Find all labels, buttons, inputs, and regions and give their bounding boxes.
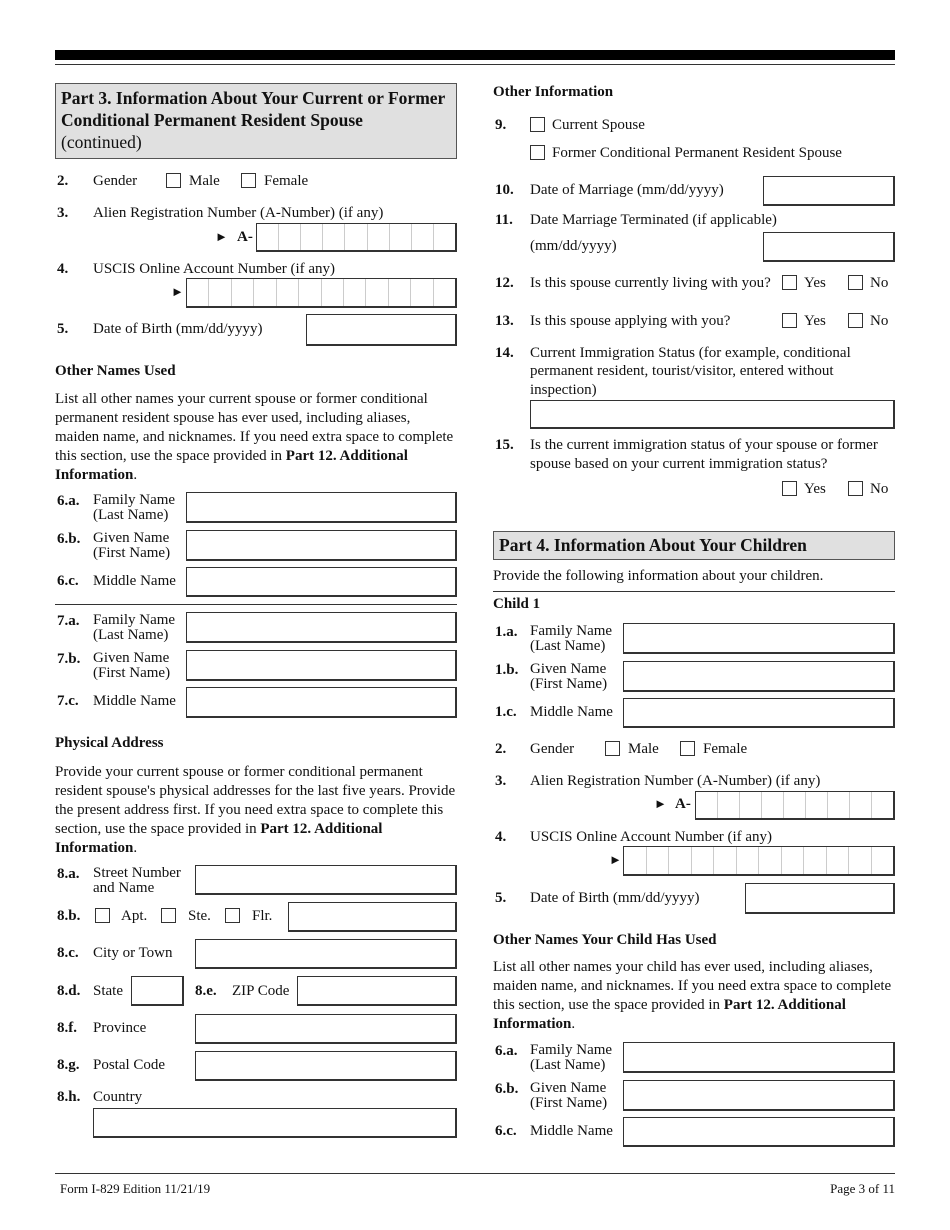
q13-num: 13. <box>495 313 514 329</box>
q8g-num: 8.g. <box>57 1057 80 1073</box>
a-prefix: A- <box>237 229 253 245</box>
part3-title: Part 3. Information About Your Current or Former Conditional Permanent Resident Spouse <box>61 88 445 130</box>
para-end: . <box>133 467 138 483</box>
l2: (First Name) <box>530 676 608 692</box>
family-name-input-2[interactable] <box>186 612 457 643</box>
immigration-status-input[interactable] <box>530 400 895 429</box>
applying-yes-checkbox[interactable] <box>782 313 797 328</box>
q4-num: 4. <box>57 261 69 277</box>
no-label: No <box>870 481 889 497</box>
address-instructions <box>55 763 457 858</box>
living-yes-checkbox[interactable] <box>782 275 797 290</box>
q7a-label <box>93 613 175 643</box>
child-a-number-input[interactable] <box>695 791 895 820</box>
arrow-icon: ► <box>215 229 228 244</box>
child-uscis-number-input[interactable] <box>623 846 895 876</box>
q11-num: 11. <box>495 212 513 228</box>
applying-no-checkbox[interactable] <box>848 313 863 328</box>
apt-label: Apt. <box>121 908 148 924</box>
child-q1b-num: 1.b. <box>495 662 519 678</box>
postal-code-label: Postal Code <box>93 1057 166 1073</box>
child-q1a-num: 1.a. <box>495 624 518 640</box>
para-text: List all other names your child has ever used, including aliases, maiden name, and nicknames. If you need extra space to complete this section, use the space provided in <box>493 959 892 1013</box>
yes-label: Yes <box>804 313 826 329</box>
child-other-given-name-input[interactable] <box>623 1080 895 1111</box>
q6a-label <box>93 493 175 523</box>
l2: (Last Name) <box>530 1057 606 1073</box>
child-other-middle-name-input[interactable] <box>623 1117 895 1147</box>
other-names-heading: Other Names Used <box>55 363 176 379</box>
child-uscis-label: USCIS Online Account Number (if any) <box>530 829 773 845</box>
q14-num: 14. <box>495 345 514 361</box>
q2-num: 2. <box>57 173 69 189</box>
male-label: Male <box>189 173 220 189</box>
q8a-label <box>93 866 181 896</box>
q7b-num: 7.b. <box>57 651 81 667</box>
child-given-name-input[interactable] <box>623 661 895 692</box>
child-given-label <box>530 662 607 692</box>
q8h-num: 8.h. <box>57 1089 81 1105</box>
divider <box>55 604 457 605</box>
yes-label: Yes <box>804 481 826 497</box>
female-checkbox[interactable] <box>241 173 256 188</box>
part3-header <box>55 83 457 159</box>
middle-name-label: Middle Name <box>93 573 176 589</box>
child-dob-label: Date of Birth (mm/dd/yyyy) <box>530 890 700 906</box>
l1: Given Name <box>530 1080 607 1096</box>
city-input[interactable] <box>195 939 457 969</box>
status-label-3: inspection) <box>530 382 597 398</box>
q12-num: 12. <box>495 275 514 291</box>
l2: (Last Name) <box>93 627 169 643</box>
a-number-input[interactable] <box>256 223 457 252</box>
middle-name-label-2: Middle Name <box>93 693 176 709</box>
middle-name-input[interactable] <box>186 567 457 597</box>
country-input[interactable] <box>93 1108 457 1138</box>
living-no-checkbox[interactable] <box>848 275 863 290</box>
q8b-num: 8.b. <box>57 908 81 924</box>
living-label: Is this spouse currently living with you? <box>530 275 771 291</box>
top-rule <box>55 64 895 65</box>
zip-label: ZIP Code <box>232 983 290 999</box>
l1: Family Name <box>530 1042 613 1058</box>
q6b-label <box>93 531 170 561</box>
uscis-number-input[interactable] <box>186 278 457 308</box>
q5-num: 5. <box>57 321 69 337</box>
city-label: City or Town <box>93 945 173 961</box>
para-end: . <box>571 1016 576 1032</box>
physical-address-heading: Physical Address <box>55 735 164 751</box>
child-family-name-input[interactable] <box>623 623 895 654</box>
q9-num: 9. <box>495 117 507 133</box>
marriage-date-label: Date of Marriage (mm/dd/yyyy) <box>530 182 724 198</box>
para-text: List all other names your current spouse or former conditional permanent resident spouse has ever used, including aliases, maiden name, and nicknames. If you need extra space to complete this section, use the space provided in <box>55 391 454 464</box>
country-label: Country <box>93 1089 143 1105</box>
l2: and Name <box>93 880 155 896</box>
l1: Given Name <box>93 530 170 546</box>
terminated-format: (mm/dd/yyyy) <box>530 238 617 254</box>
q3-num: 3. <box>57 205 69 221</box>
child-other-names-heading: Other Names Your Child Has Used <box>493 932 717 948</box>
status-label-1: Current Immigration Status (for example, conditional <box>530 345 851 361</box>
para-bold: Part 12. Additional Information <box>55 448 408 483</box>
female-label: Female <box>264 173 309 189</box>
current-spouse-label: Current Spouse <box>552 117 645 133</box>
street-input[interactable] <box>195 865 457 895</box>
ste-label: Ste. <box>188 908 211 924</box>
province-input[interactable] <box>195 1014 457 1044</box>
q6b-num: 6.b. <box>57 531 81 547</box>
page-number: Page 3 of 11 <box>830 1181 895 1196</box>
male-label: Male <box>628 741 659 757</box>
ste-checkbox[interactable] <box>161 908 176 923</box>
arrow-icon: ► <box>171 284 184 299</box>
child-middle-label: Middle Name <box>530 704 613 720</box>
q15-num: 15. <box>495 437 514 453</box>
female-label: Female <box>703 741 748 757</box>
child-female-checkbox[interactable] <box>680 741 695 756</box>
uscis-label: USCIS Online Account Number (if any) <box>93 261 336 277</box>
form-edition: Form I-829 Edition 11/21/19 <box>60 1181 211 1196</box>
child-dob-input[interactable] <box>745 883 895 914</box>
para-end: . <box>133 840 138 856</box>
para-bold: Part 12. Additional Information <box>493 997 846 1032</box>
child-q3-num: 3. <box>495 773 507 789</box>
part4-title: Part 4. Information About Your Children <box>499 535 807 555</box>
apt-checkbox[interactable] <box>95 908 110 923</box>
based-status-label-2: spouse based on your current immigration status? <box>530 456 828 472</box>
child-other-given-label <box>530 1081 607 1111</box>
no-label: No <box>870 313 889 329</box>
child-heading: Child 1 <box>493 596 541 612</box>
child-gender-label: Gender <box>530 741 575 757</box>
child-q6b-num: 6.b. <box>495 1081 519 1097</box>
l1: Family Name <box>93 612 176 628</box>
q6c-num: 6.c. <box>57 573 79 589</box>
divider <box>493 591 895 592</box>
l2: (First Name) <box>93 545 171 561</box>
child-other-family-label <box>530 1043 612 1073</box>
yes-label: Yes <box>804 275 826 291</box>
child-q5-num: 5. <box>495 890 507 906</box>
a-number-label: Alien Registration Number (A-Number) (if any) <box>93 205 384 221</box>
l1: Street Number <box>93 865 181 881</box>
child-q2-num: 2. <box>495 741 507 757</box>
child-q6a-num: 6.a. <box>495 1043 518 1059</box>
q7b-label <box>93 651 170 681</box>
gender-label: Gender <box>93 173 138 189</box>
arrow-icon: ► <box>654 796 667 811</box>
q10-num: 10. <box>495 182 514 198</box>
part3-continued: (continued) <box>61 132 142 152</box>
terminated-label: Date Marriage Terminated (if applicable) <box>530 212 777 228</box>
zip-input[interactable] <box>297 976 457 1006</box>
middle-name-input-2[interactable] <box>186 687 457 718</box>
state-label: State <box>93 983 123 999</box>
family-name-input[interactable] <box>186 492 457 523</box>
q7c-num: 7.c. <box>57 693 79 709</box>
unit-input[interactable] <box>288 902 457 932</box>
flr-label: Flr. <box>252 908 273 924</box>
current-spouse-checkbox[interactable] <box>530 117 545 132</box>
male-checkbox[interactable] <box>166 173 181 188</box>
based-yes-checkbox[interactable] <box>782 481 797 496</box>
child-other-middle-label: Middle Name <box>530 1123 613 1139</box>
para-text: Provide your current spouse or former conditional permanent resident spouse's physical addresses for the last five years. Provide the present address first. If you need extra space to complete this section, use the space provided in <box>55 764 456 837</box>
l2: (Last Name) <box>93 507 169 523</box>
l2: (Last Name) <box>530 638 606 654</box>
l1: Given Name <box>93 650 170 666</box>
para-bold: Part 12. Additional Information <box>55 821 383 856</box>
child-other-names-instructions <box>493 958 895 1034</box>
no-label: No <box>870 275 889 291</box>
terminated-date-input[interactable] <box>763 232 895 262</box>
q8e-num: 8.e. <box>195 983 217 999</box>
given-name-input[interactable] <box>186 530 457 561</box>
l1: Given Name <box>530 661 607 677</box>
child-male-checkbox[interactable] <box>605 741 620 756</box>
l2: (First Name) <box>530 1095 608 1111</box>
given-name-input-2[interactable] <box>186 650 457 681</box>
q8a-num: 8.a. <box>57 866 80 882</box>
q8f-num: 8.f. <box>57 1020 77 1036</box>
child-q1c-num: 1.c. <box>495 704 517 720</box>
dob-input[interactable] <box>306 314 457 346</box>
other-names-instructions <box>55 390 457 485</box>
state-select[interactable] <box>131 976 184 1006</box>
child-q6c-num: 6.c. <box>495 1123 517 1139</box>
child-a-number-label: Alien Registration Number (A-Number) (if any) <box>530 773 821 789</box>
child-family-label <box>530 624 612 654</box>
flr-checkbox[interactable] <box>225 908 240 923</box>
applying-label: Is this spouse applying with you? <box>530 313 731 329</box>
q8c-num: 8.c. <box>57 945 79 961</box>
dob-label: Date of Birth (mm/dd/yyyy) <box>93 321 263 337</box>
l2: (First Name) <box>93 665 171 681</box>
child-middle-name-input[interactable] <box>623 698 895 728</box>
q6a-num: 6.a. <box>57 493 80 509</box>
marriage-date-input[interactable] <box>763 176 895 206</box>
postal-code-input[interactable] <box>195 1051 457 1081</box>
child-q4-num: 4. <box>495 829 507 845</box>
status-label-2: permanent resident, tourist/visitor, entered without <box>530 363 834 379</box>
l1: Family Name <box>93 492 176 508</box>
province-label: Province <box>93 1020 147 1036</box>
footer-rule <box>55 1173 895 1174</box>
part4-intro: Provide the following information about your children. <box>493 568 824 584</box>
based-status-label-1: Is the current immigration status of your spouse or former <box>530 437 878 453</box>
former-spouse-checkbox[interactable] <box>530 145 545 160</box>
q8d-num: 8.d. <box>57 983 81 999</box>
child-other-family-name-input[interactable] <box>623 1042 895 1073</box>
former-spouse-label: Former Conditional Permanent Resident Spouse <box>552 145 842 161</box>
l1: Family Name <box>530 623 613 639</box>
top-bar <box>55 50 895 60</box>
part4-header <box>493 531 895 560</box>
a-prefix: A- <box>675 796 691 812</box>
q7a-num: 7.a. <box>57 613 80 629</box>
other-info-heading: Other Information <box>493 84 614 100</box>
arrow-icon: ► <box>609 852 622 867</box>
based-no-checkbox[interactable] <box>848 481 863 496</box>
